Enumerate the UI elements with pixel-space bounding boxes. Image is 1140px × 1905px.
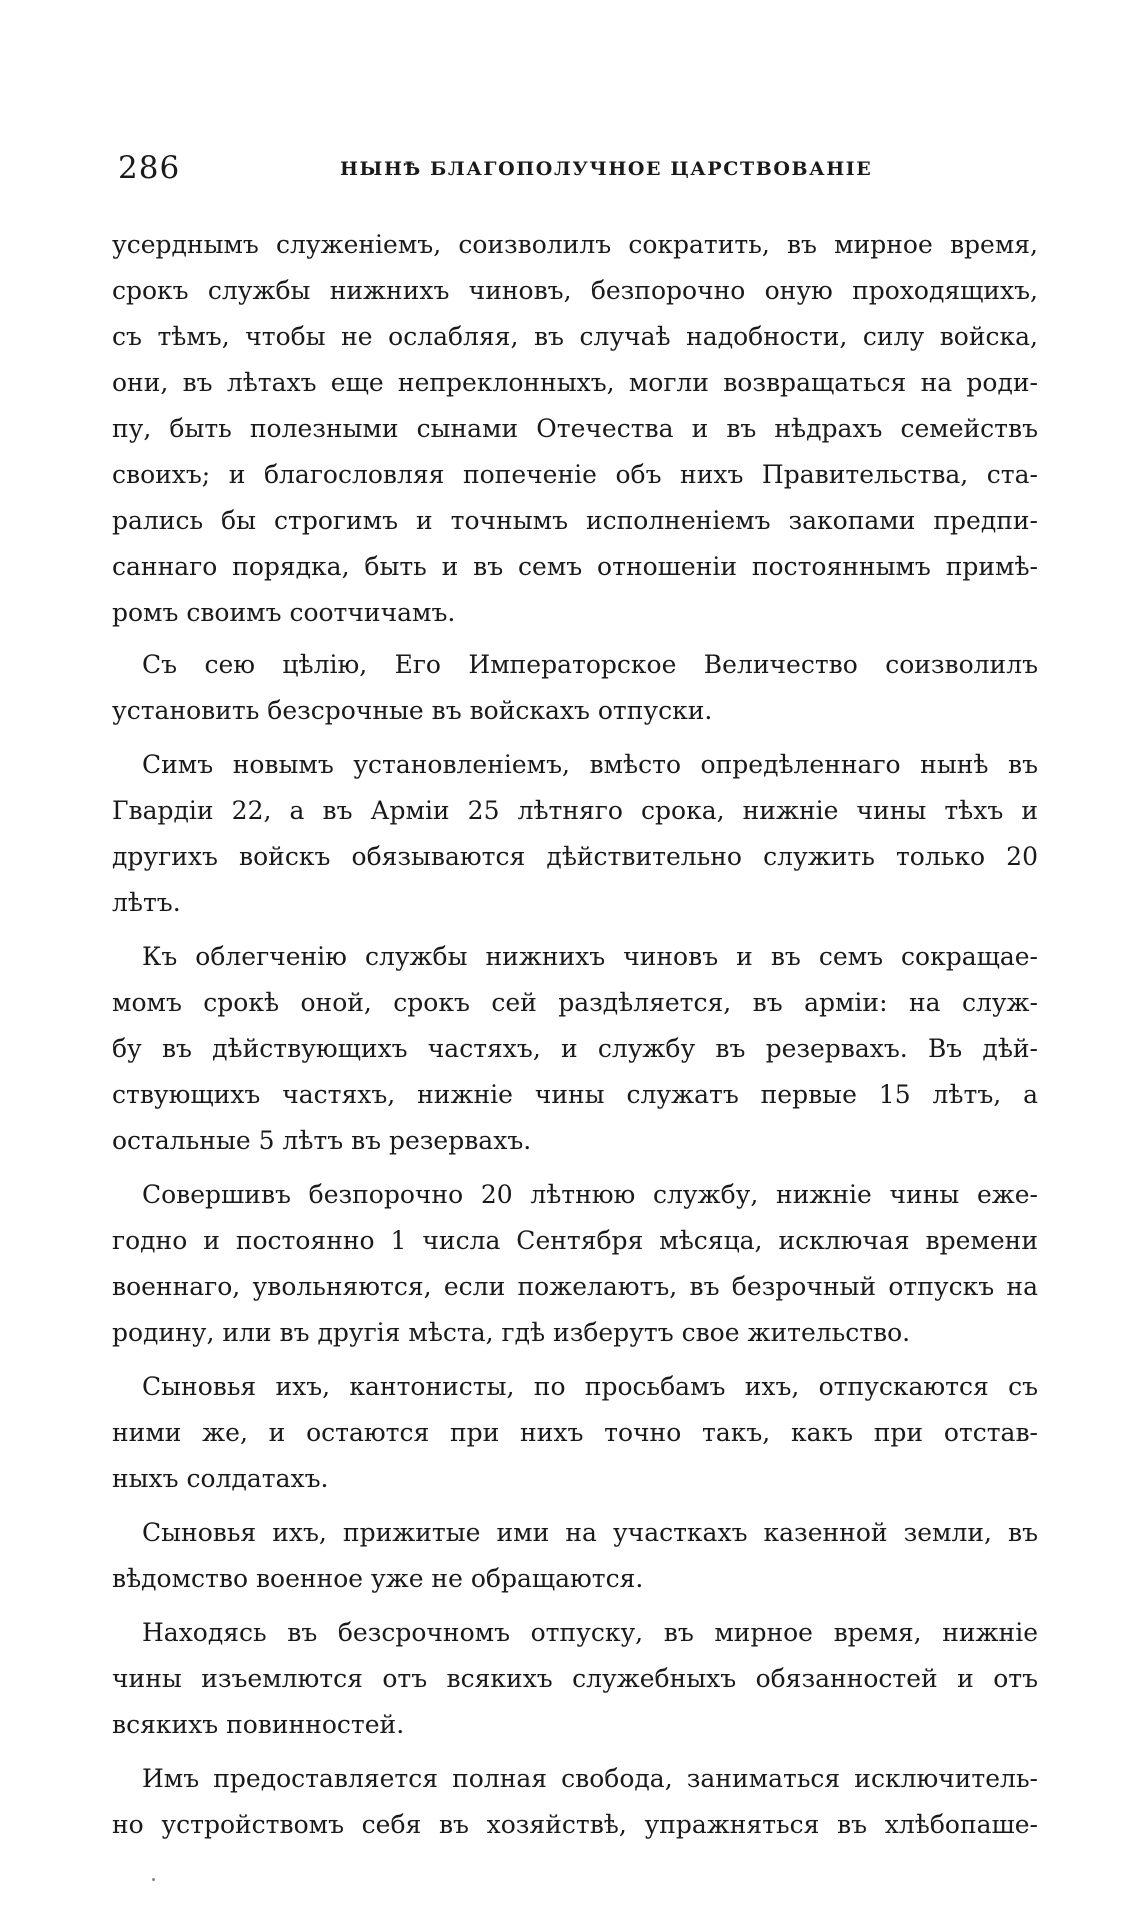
paragraph (112, 642, 1038, 734)
text-line: другихъ войскъ обязываются дѣйствительно служить только 20 (112, 842, 1038, 871)
text-line: своихъ; и благословляя попеченіе объ нихъ Правительства, ста- (112, 460, 1038, 489)
paragraph (112, 1364, 1038, 1502)
text-line: Съ сею цѣлію, Его Императорское Величество соизволилъ (142, 650, 1038, 679)
text-line: военнаго, увольняются, если пожелаютъ, въ безрочный отпускъ на (112, 1272, 1038, 1301)
text-line: родину, или въ другія мѣста, гдѣ изберутъ свое жительство. (112, 1318, 911, 1347)
text-line: Совершивъ безпорочно 20 лѣтнюю службу, нижніе чины еже- (142, 1180, 1038, 1209)
page-number: 286 (118, 150, 181, 186)
text-line: срокъ службы нижнихъ чиновъ, безпорочно оную проходящихъ, (112, 276, 1038, 305)
paragraph (112, 1510, 1038, 1602)
page-header (118, 150, 1038, 190)
text-line: Къ облегченію службы нижнихъ чиновъ и въ семъ сокращае- (142, 942, 1038, 971)
text-line: лѣтъ. (112, 888, 181, 917)
text-line: годно и постоянно 1 числа Сентября мѣсяца, исключая времени (112, 1226, 1038, 1255)
print-speck (152, 1878, 155, 1881)
body-text (112, 222, 1038, 1856)
text-line: они, въ лѣтахъ еще непреклонныхъ, могли возвращаться на роди- (112, 368, 1038, 397)
text-line: съ тѣмъ, чтобы не ослабляя, въ случаѣ надобности, силу войска, (112, 322, 1038, 351)
text-line: Симъ новымъ установленіемъ, вмѣсто опредѣленнаго нынѣ въ (142, 750, 1038, 779)
paragraph (112, 222, 1038, 636)
text-line: всякихъ повинностей. (112, 1710, 405, 1739)
text-line: установить безсрочные въ войскахъ отпуски. (112, 696, 713, 725)
text-line: ними же, и остаются при нихъ точно такъ, какъ при отстав- (112, 1418, 1038, 1447)
text-line: ромъ своимъ соотчичамъ. (112, 598, 456, 627)
text-line: остальные 5 лѣтъ въ резервахъ. (112, 1126, 532, 1155)
paragraph (112, 1172, 1038, 1356)
paragraph (112, 742, 1038, 926)
text-line: ныхъ солдатахъ. (112, 1464, 329, 1493)
text-line: Находясь въ безсрочномъ отпуску, въ мирное время, нижніе (142, 1618, 1038, 1647)
text-line: вѣдомство военное уже не обращаются. (112, 1564, 644, 1593)
text-line: Сыновья ихъ, кантонисты, по просьбамъ ихъ, отпускаются съ (142, 1372, 1038, 1401)
text-line: саннаго порядка, быть и въ семъ отношеніи постояннымъ примѣ- (112, 552, 1038, 581)
text-line: рались бы строгимъ и точнымъ исполненіемъ закопами предпи- (112, 506, 1038, 535)
text-line: момъ срокѣ оной, срокъ сей раздѣляется, въ арміи: на служ- (112, 988, 1038, 1017)
text-line: Гвардіи 22, а въ Арміи 25 лѣтняго срока, нижніе чины тѣхъ и (112, 796, 1038, 825)
running-head: НЫНѢ БЛАГОПОЛУЧНОЕ ЦАРСТВОВАНІЕ (340, 158, 873, 180)
text-line: ствующихъ частяхъ, нижніе чины служатъ первые 15 лѣтъ, а (112, 1080, 1038, 1109)
text-line: бу въ дѣйствующихъ частяхъ, и службу въ резервахъ. Въ дѣй- (112, 1034, 1038, 1063)
text-line: пу, быть полезными сынами Отечества и въ нѣдрахъ семействъ (112, 414, 1038, 443)
paragraph (112, 1610, 1038, 1748)
text-line: Сыновья ихъ, прижитые ими на участкахъ казенной земли, въ (142, 1518, 1038, 1547)
text-line: но устройствомъ себя въ хозяйствѣ, упражняться въ хлѣбопаше- (112, 1810, 1038, 1839)
text-line: чины изъемлются отъ всякихъ служебныхъ обязанностей и отъ (112, 1664, 1038, 1693)
paragraph (112, 1756, 1038, 1848)
paragraph (112, 934, 1038, 1164)
text-line: Имъ предоставляется полная свобода, заниматься исключитель- (142, 1764, 1038, 1793)
text-line: усерднымъ служеніемъ, соизволилъ сократить, въ мирное время, (112, 230, 1038, 259)
